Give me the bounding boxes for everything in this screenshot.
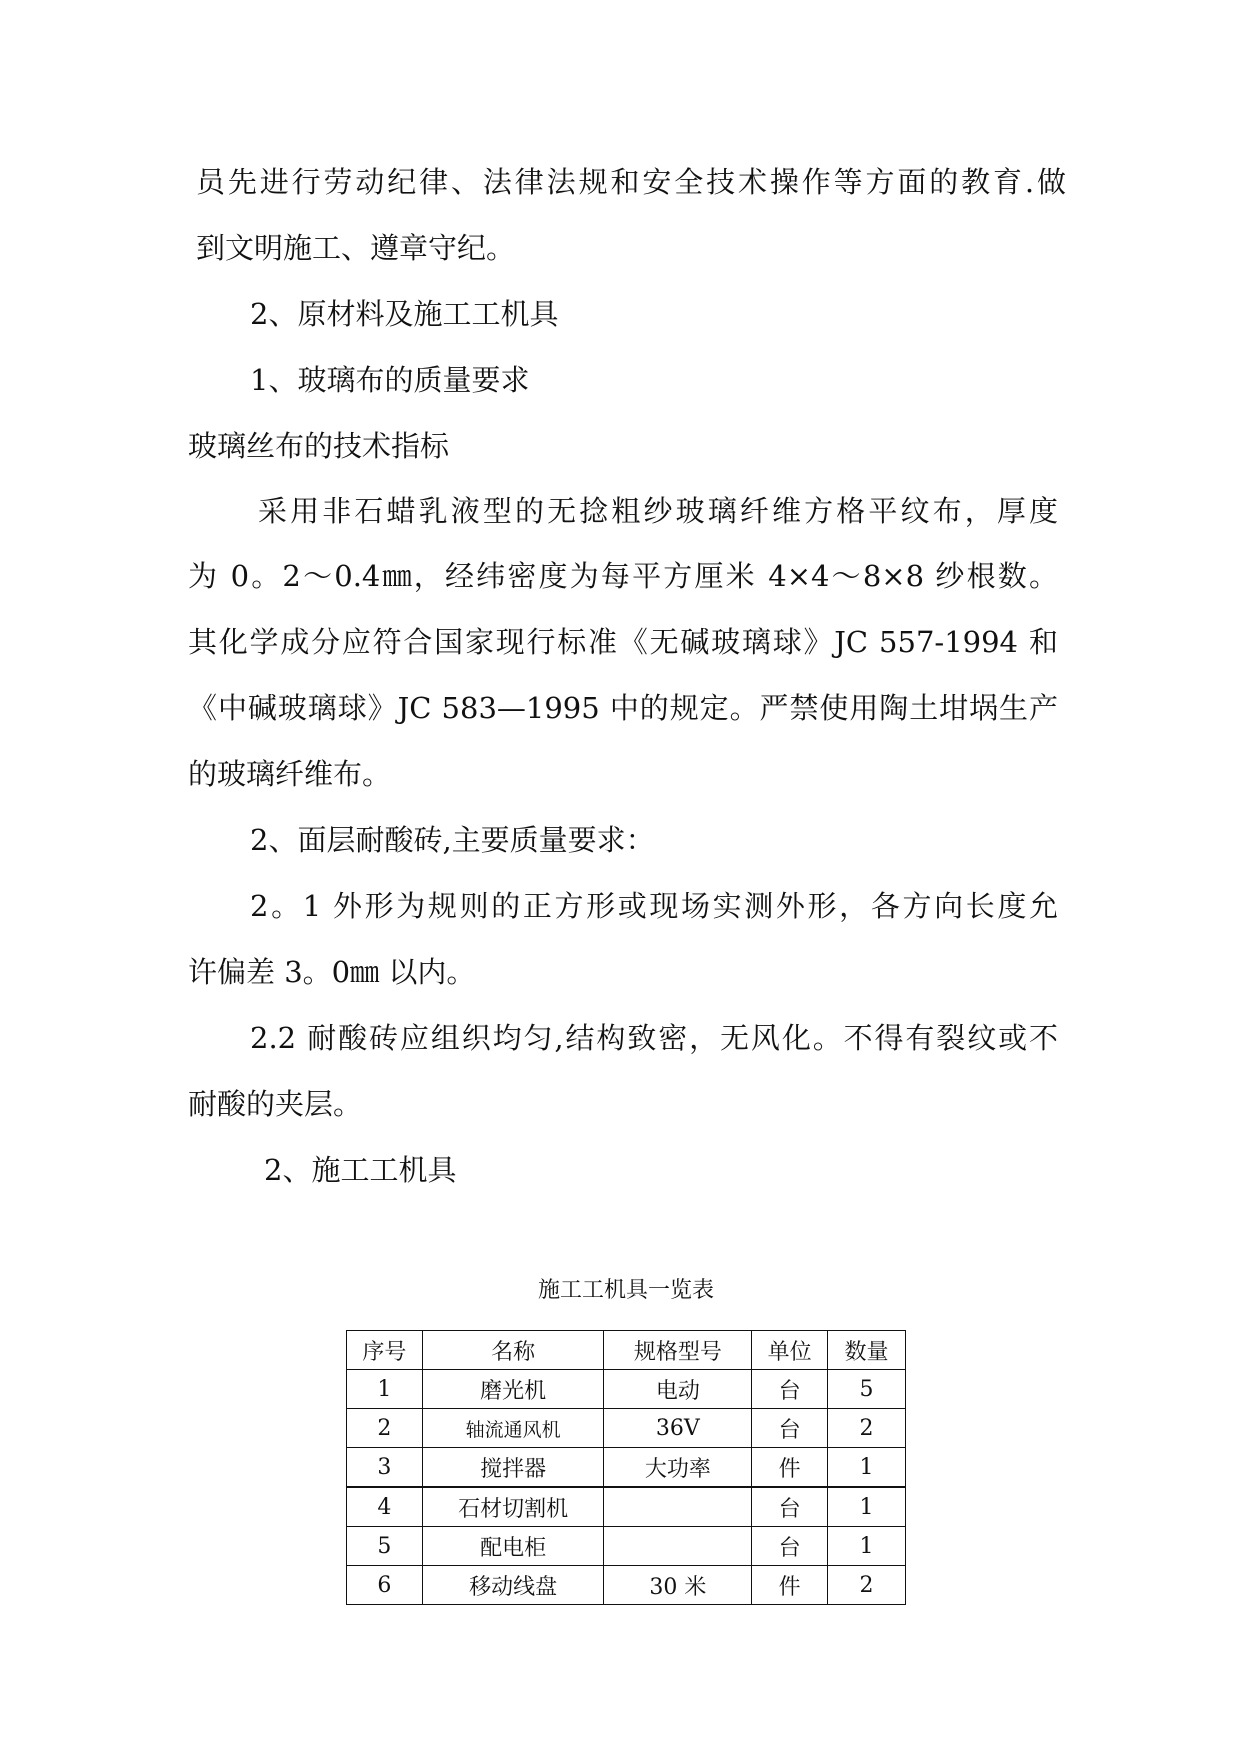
table-row <box>347 1370 906 1409</box>
cell-unit: 台 <box>752 1527 828 1566</box>
cell-unit: 件 <box>752 1448 828 1488</box>
cell-index: 3 <box>347 1448 423 1488</box>
cell-index: 5 <box>347 1527 423 1566</box>
cell-unit: 件 <box>752 1566 828 1605</box>
cell-spec: 36V <box>604 1409 752 1448</box>
section-heading: 2、原材料及施工工机具 <box>250 297 559 331</box>
paragraph-line: 2。1 外形为规则的正方形或现场实测外形，各方向长度允 <box>250 889 1058 923</box>
header-cell-spec: 规格型号 <box>604 1331 752 1370</box>
paragraph-line: 《中碱玻璃球》JC 583—1995 中的规定。严禁使用陶土坩埚生产 <box>188 691 1058 725</box>
paragraph-line: 许偏差 3。0㎜ 以内。 <box>188 955 476 989</box>
cell-index: 2 <box>347 1409 423 1448</box>
cell-spec: 电动 <box>604 1370 752 1409</box>
subsection-heading: 2、面层耐酸砖,主要质量要求： <box>250 823 655 857</box>
cell-quantity: 5 <box>828 1370 906 1409</box>
header-cell-unit: 单位 <box>752 1331 828 1370</box>
paragraph-line: 耐酸的夹层。 <box>188 1087 363 1121</box>
cell-index: 1 <box>347 1370 423 1409</box>
paragraph-line: 其化学成分应符合国家现行标准《无碱玻璃球》JC 557-1994 和 <box>188 625 1058 659</box>
header-cell-name: 名称 <box>422 1331 604 1370</box>
cell-spec <box>604 1487 752 1527</box>
cell-quantity: 2 <box>828 1566 906 1605</box>
table-caption: 施工工机具一览表 <box>537 1278 714 1303</box>
cell-index: 4 <box>347 1487 423 1527</box>
cell-spec <box>604 1527 752 1566</box>
table-row <box>347 1409 906 1448</box>
cell-spec: 30 米 <box>604 1566 752 1605</box>
cell-quantity: 1 <box>828 1487 906 1527</box>
paragraph-line: 的玻璃纤维布。 <box>188 757 392 791</box>
cell-unit: 台 <box>752 1409 828 1448</box>
table-row <box>347 1566 906 1605</box>
paragraph-line: 为 0。2～0.4㎜，经纬密度为每平方厘米 4×4～8×8 纱根数。 <box>188 559 1058 593</box>
table-row <box>347 1527 906 1566</box>
table-header-row <box>347 1331 906 1370</box>
cell-name: 石材切割机 <box>422 1487 604 1527</box>
cell-unit: 台 <box>752 1370 828 1409</box>
subsection-heading: 玻璃丝布的技术指标 <box>188 429 450 463</box>
cell-name: 搅拌器 <box>422 1448 604 1488</box>
paragraph-line: 员先进行劳动纪律、法律法规和安全技术操作等方面的教育.做 <box>196 165 1066 199</box>
cell-quantity: 1 <box>828 1448 906 1488</box>
header-cell-quantity: 数量 <box>828 1331 906 1370</box>
paragraph-line: 2.2 耐酸砖应组织均匀,结构致密，无风化。不得有裂纹或不 <box>250 1021 1058 1055</box>
cell-quantity: 1 <box>828 1527 906 1566</box>
paragraph-line: 到文明施工、遵章守纪。 <box>196 231 516 265</box>
paragraph-line: 采用非石蜡乳液型的无捻粗纱玻璃纤维方格平纹布，厚度 <box>258 494 1058 528</box>
cell-index: 6 <box>347 1566 423 1605</box>
subsection-heading: 2、施工工机具 <box>264 1153 457 1187</box>
cell-name: 轴流通风机 <box>422 1409 604 1448</box>
cell-name: 配电柜 <box>422 1527 604 1566</box>
cell-name: 磨光机 <box>422 1370 604 1409</box>
tools-table <box>346 1330 906 1605</box>
cell-quantity: 2 <box>828 1409 906 1448</box>
cell-name: 移动线盘 <box>422 1566 604 1605</box>
table-row <box>347 1487 906 1527</box>
table-row <box>347 1448 906 1488</box>
subsection-heading: 1、玻璃布的质量要求 <box>250 363 530 397</box>
header-cell-index: 序号 <box>347 1331 423 1370</box>
cell-spec: 大功率 <box>604 1448 752 1488</box>
cell-unit: 台 <box>752 1487 828 1527</box>
